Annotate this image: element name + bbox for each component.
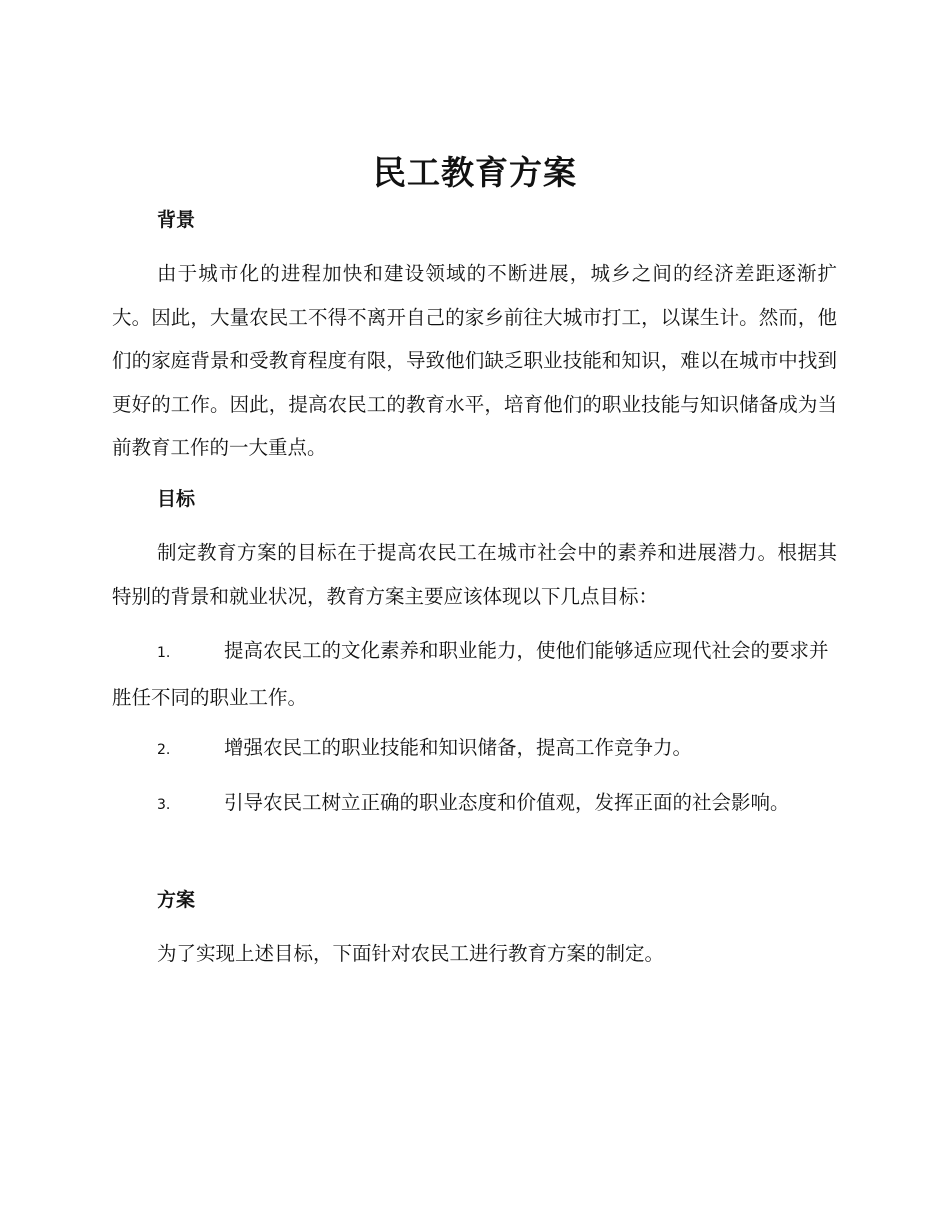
- goals-paragraph: 制定教育方案的目标在于提高农民工在城市社会中的素养和进展潜力。根据其特别的背景和就业状况，教育方案主要应该体现以下几点目标：: [112, 541, 837, 608]
- section-heading-plan: 方案: [157, 889, 196, 911]
- goal-list-item: [112, 781, 837, 828]
- list-number: 1.: [157, 645, 171, 661]
- goal-list-item: [112, 726, 837, 773]
- section-heading-background: 背景: [157, 209, 196, 231]
- section-heading-goals: 目标: [157, 488, 196, 510]
- background-paragraph: 由于城市化的进程加快和建设领域的不断进展，城乡之间的经济差距逐渐扩大。因此，大量农民工不得不离开自己的家乡前往大城市打工，以谋生计。然而，他们的家庭背景和受教育程度有限，导致他们缺乏职业技能和知识，难以在城市中找到更好的工作。因此，提高农民工的教育水平，培育他们的职业技能与知识储备成为当前教育工作的一大重点。: [112, 262, 837, 459]
- document-title: 民工教育方案: [373, 153, 577, 192]
- list-number: 3.: [157, 797, 171, 813]
- list-item-text: 提高农民工的文化素养和职业能力，使他们能够适应现代社会的要求并胜任不同的职业工作。: [112, 639, 829, 709]
- list-item-text: 引导农民工树立正确的职业态度和价值观，发挥正面的社会影响。: [224, 791, 790, 814]
- list-item-text: 增强农民工的职业技能和知识储备，提高工作竞争力。: [224, 736, 693, 759]
- list-number: 2.: [157, 742, 171, 758]
- goal-list-item: [112, 629, 837, 719]
- plan-paragraph: 为了实现上述目标，下面针对农民工进行教育方案的制定。: [157, 942, 665, 965]
